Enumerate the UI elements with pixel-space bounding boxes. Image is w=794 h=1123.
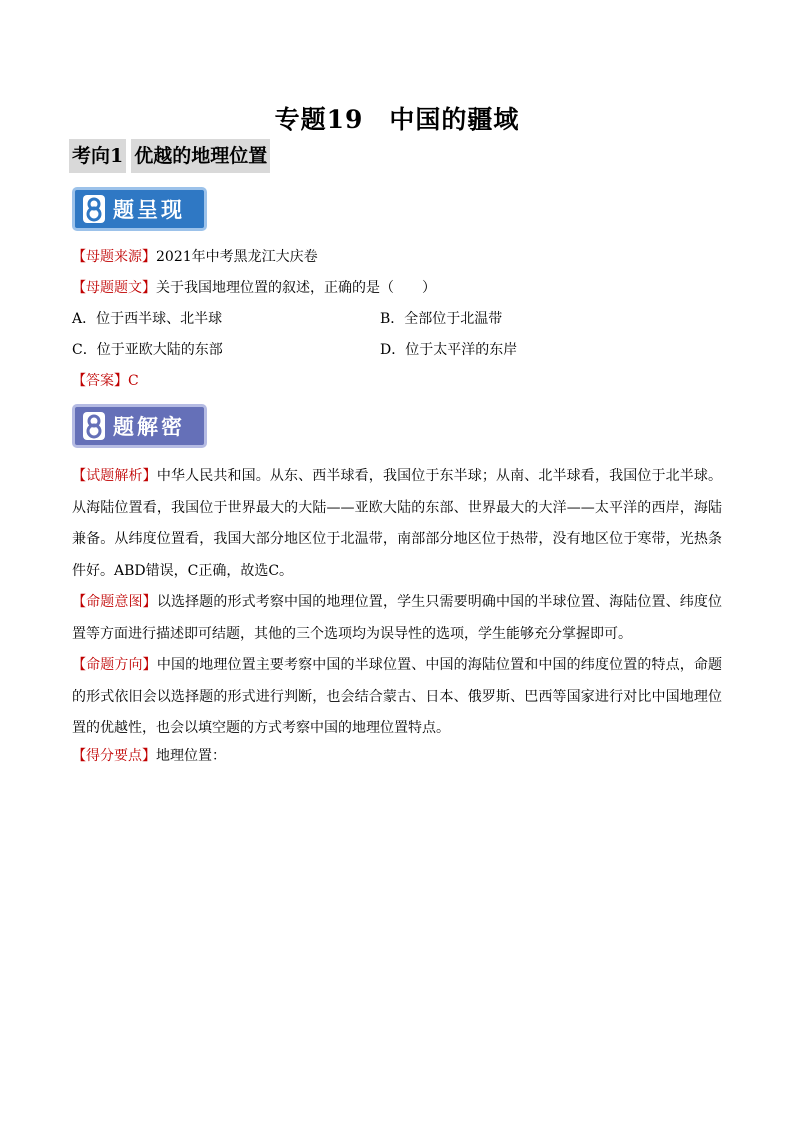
section-heading bbox=[69, 139, 270, 173]
question-decode-badge bbox=[72, 404, 207, 448]
section-number: 考向1 bbox=[69, 139, 126, 173]
answer-line bbox=[72, 371, 139, 391]
option-d: D．位于太平洋的东岸 bbox=[380, 342, 518, 358]
points-text: 地理位置： bbox=[156, 748, 226, 764]
answer-tag: 【答案】 bbox=[72, 373, 128, 389]
option-b: B．全部位于北温带 bbox=[380, 311, 503, 327]
intent-paragraph bbox=[72, 587, 722, 650]
question-present-badge bbox=[72, 187, 207, 231]
intent-text: 以选择题的形式考察中国的地理位置，学生只需要明确中国的半球位置、海陆位置、纬度位置等方面进行描述即可结题，其他的三个选项均为误导性的选项，学生能够充分掌握即可。 bbox=[72, 594, 723, 642]
direction-tag: 【命题方向】 bbox=[72, 657, 157, 673]
option-a: A．位于西半球、北半球 bbox=[72, 311, 223, 327]
intent-tag: 【命题意图】 bbox=[72, 594, 157, 610]
question-line bbox=[72, 278, 436, 298]
analysis-text: 中华人民共和国。从东、西半球看，我国位于东半球；从南、北半球看，我国位于北半球。从海陆位置看，我国位于世界最大的大陆——亚欧大陆的东部、世界最大的大洋——太平洋的西岸，海陆兼备。从纬度位置看，我国大部分地区位于北温带，南部部分地区位于热带，没有地区位于寒带，光热条件好。ABD错误，C正确，故选C。 bbox=[72, 468, 723, 579]
page-title: 专题19 中国的疆域 bbox=[274, 105, 520, 134]
points-line bbox=[72, 746, 226, 766]
badge-logo-icon bbox=[81, 193, 107, 225]
badge-logo-icon bbox=[81, 410, 107, 442]
question-text: 关于我国地理位置的叙述，正确的是（ ） bbox=[156, 280, 436, 296]
option-c: C．位于亚欧大陆的东部 bbox=[72, 342, 223, 358]
analysis-paragraph bbox=[72, 461, 722, 587]
source-line bbox=[72, 247, 318, 267]
direction-paragraph bbox=[72, 650, 722, 745]
direction-text: 中国的地理位置主要考察中国的半球位置、中国的海陆位置和中国的纬度位置的特点，命题的形式依旧会以选择题的形式进行判断，也会结合蒙古、日本、俄罗斯、巴西等国家进行对比中国地理位置的优越性，也会以填空题的方式考察中国的地理位置特点。 bbox=[72, 657, 723, 736]
analysis-tag: 【试题解析】 bbox=[72, 468, 157, 484]
badge-label: 题呈现 bbox=[113, 198, 185, 222]
question-tag: 【母题题文】 bbox=[72, 280, 156, 296]
points-tag: 【得分要点】 bbox=[72, 748, 156, 764]
source-tag: 【母题来源】 bbox=[72, 249, 156, 265]
badge-label: 题解密 bbox=[113, 415, 185, 439]
answer-value: C bbox=[128, 373, 139, 389]
source-text: 2021年中考黑龙江大庆卷 bbox=[156, 249, 318, 265]
section-title: 优越的地理位置 bbox=[131, 139, 270, 173]
